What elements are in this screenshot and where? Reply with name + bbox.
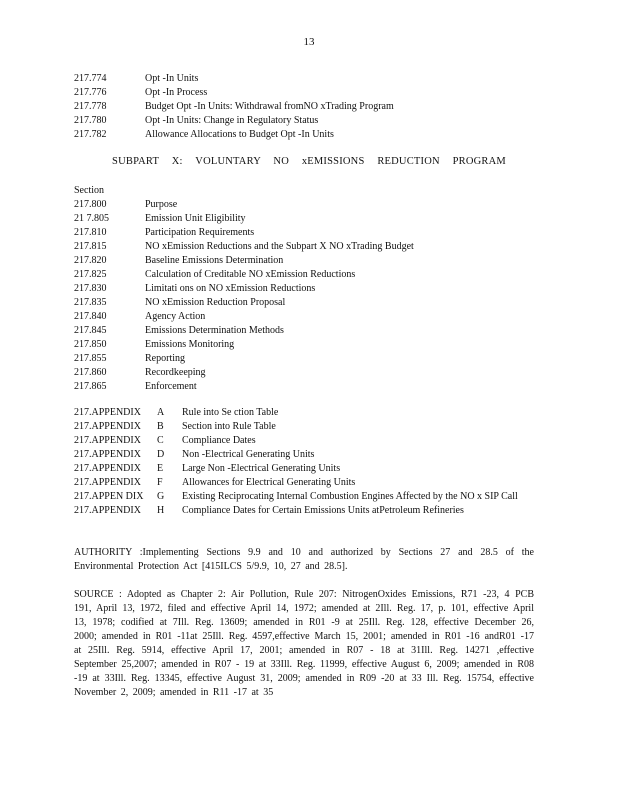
section-title: Limitati ons on NO xEmission Reductions xyxy=(145,283,316,294)
section-title: Enforcement xyxy=(145,381,197,392)
appendix-row xyxy=(74,490,544,504)
toc-row xyxy=(74,128,544,142)
section-title: Agency Action xyxy=(145,311,206,322)
appendix-number: 217.APPEN DIX xyxy=(74,491,144,502)
appendix-letter: F xyxy=(157,477,163,488)
section-number: 217.782 xyxy=(74,129,107,140)
subpart-heading: SUBPART X: VOLUNTARY NO xEMISSIONS REDUCTION PROGRAM xyxy=(112,156,506,167)
toc-row xyxy=(74,198,544,212)
appendix-title: Non -Electrical Generating Units xyxy=(182,449,315,460)
appendix-number: 217.APPENDIX xyxy=(74,505,141,516)
toc-row xyxy=(74,226,544,240)
section-title: Recordkeeping xyxy=(145,367,206,378)
toc-row xyxy=(74,240,544,254)
appendix-number: 217.APPENDIX xyxy=(74,477,141,488)
toc-row xyxy=(74,268,544,282)
appendix-row xyxy=(74,504,544,518)
appendix-list xyxy=(74,406,544,518)
section-list xyxy=(74,184,544,394)
section-title: Emissions Monitoring xyxy=(145,339,235,350)
toc-row xyxy=(74,86,544,100)
section-number: 217.780 xyxy=(74,115,107,126)
section-number: 217.774 xyxy=(74,73,107,84)
appendix-row xyxy=(74,448,544,462)
toc-row xyxy=(74,352,544,366)
section-label-text: Section xyxy=(74,185,104,196)
toc-row xyxy=(74,254,544,268)
appendix-number: 217.APPENDIX xyxy=(74,449,141,460)
section-title: Opt -In Units: Change in Regulatory Status xyxy=(145,115,319,126)
toc-row xyxy=(74,100,544,114)
appendix-letter: D xyxy=(157,449,165,460)
section-number: 217.845 xyxy=(74,325,107,336)
section-title: Purpose xyxy=(145,199,178,210)
section-number: 217.820 xyxy=(74,255,107,266)
section-number: 217.776 xyxy=(74,87,107,98)
section-number: 217.800 xyxy=(74,199,107,210)
section-title: Allowance Allocations to Budget Opt -In Units xyxy=(145,129,334,140)
toc-row xyxy=(74,324,544,338)
appendix-row xyxy=(74,406,544,420)
section-number: 217.855 xyxy=(74,353,107,364)
appendix-title: Compliance Dates for Certain Emissions Units atPetroleum Refineries xyxy=(182,505,464,516)
appendix-row xyxy=(74,434,544,448)
section-number: 217.825 xyxy=(74,269,107,280)
section-title: Emission Unit Eligibility xyxy=(145,213,246,224)
appendix-letter: G xyxy=(157,491,165,502)
section-title: Calculation of Creditable NO xEmission Reductions xyxy=(145,269,356,280)
section-title: Baseline Emissions Determination xyxy=(145,255,284,266)
section-number: 217.840 xyxy=(74,311,107,322)
section-title: Opt -In Units xyxy=(145,73,199,84)
appendix-title: Compliance Dates xyxy=(182,435,256,446)
appendix-title: Existing Reciprocating Internal Combustion Engines Affected by the NO x SIP Call xyxy=(182,491,518,502)
top-section-list xyxy=(74,72,544,142)
section-number: 21 7.805 xyxy=(74,213,109,224)
toc-row xyxy=(74,338,544,352)
toc-row xyxy=(74,212,544,226)
section-number: 217.865 xyxy=(74,381,107,392)
appendix-letter: A xyxy=(157,407,165,418)
section-number: 217.860 xyxy=(74,367,107,378)
toc-row xyxy=(74,72,544,86)
appendix-letter: B xyxy=(157,421,164,432)
appendix-title: Section into Rule Table xyxy=(182,421,276,432)
appendix-row xyxy=(74,462,544,476)
section-title: NO xEmission Reductions and the Subpart X NO xTrading Budget xyxy=(145,241,414,252)
section-label xyxy=(74,184,544,198)
source-paragraph: SOURCE : Adopted as Chapter 2: Air Pollution, Rule 207: NitrogenOxides Emissions, R71 -23, 4 PCB 191, April 13, 1972, filed and effective April 14, 1972; amended at 2Ill. Reg. 17, p. 101, effective April 13, 1978; codified at 7Ill. Reg. 13609; amended in R01 -9 at 25Ill. Reg. 128, effective December 26, 2000; amended in R01 -11at 25Ill. Reg. 4597,effective March 15, 2001; amended in R01 -16 andR01 -17 at 25Ill. Reg. 5914, effective April 17, 2001; amended in R07 - 18 at 31Ill. Reg. 14271 ,effective September 25,2007; amended in R07 - 19 at 33Ill. Reg. 11999, effective August 6, 2009; amended in R08 -19 at 33Ill. Reg. 13345, effective August 31, 2009; amended in R09 -20 at 33 Ill. Reg. 15754, effective November 2, 2009; amended in R11 -17 at 35 xyxy=(74,589,534,698)
section-number: 217.830 xyxy=(74,283,107,294)
section-title: Reporting xyxy=(145,353,185,364)
appendix-title: Allowances for Electrical Generating Units xyxy=(182,477,356,488)
toc-row xyxy=(74,296,544,310)
page-number: 13 xyxy=(303,36,315,48)
appendix-title: Rule into Se ction Table xyxy=(182,407,279,418)
appendix-number: 217.APPENDIX xyxy=(74,463,141,474)
appendix-letter: H xyxy=(157,505,165,516)
section-number: 217.850 xyxy=(74,339,107,350)
section-number: 217.810 xyxy=(74,227,107,238)
appendix-number: 217.APPENDIX xyxy=(74,435,141,446)
appendix-row xyxy=(74,476,544,490)
section-title: Participation Requirements xyxy=(145,227,255,238)
authority-paragraph: AUTHORITY :Implementing Sections 9.9 and 10 and authorized by Sections 27 and 28.5 of the Environmental Protection Act [415ILCS 5/9.9, 10, 27 and 28.5]. xyxy=(74,547,534,572)
toc-row xyxy=(74,310,544,324)
section-title: NO xEmission Reduction Proposal xyxy=(145,297,286,308)
section-title: Opt -In Process xyxy=(145,87,208,98)
appendix-letter: C xyxy=(157,435,164,446)
toc-row xyxy=(74,282,544,296)
toc-row xyxy=(74,114,544,128)
appendix-number: 217.APPENDIX xyxy=(74,407,141,418)
section-number: 217.815 xyxy=(74,241,107,252)
section-title: Budget Opt -In Units: Withdrawal fromNO xTrading Program xyxy=(145,101,394,112)
section-number: 217.778 xyxy=(74,101,107,112)
appendix-letter: E xyxy=(157,463,164,474)
appendix-row xyxy=(74,420,544,434)
section-title: Emissions Determination Methods xyxy=(145,325,284,336)
section-number: 217.835 xyxy=(74,297,107,308)
appendix-number: 217.APPENDIX xyxy=(74,421,141,432)
appendix-title: Large Non -Electrical Generating Units xyxy=(182,463,341,474)
toc-row xyxy=(74,366,544,380)
toc-row xyxy=(74,380,544,394)
